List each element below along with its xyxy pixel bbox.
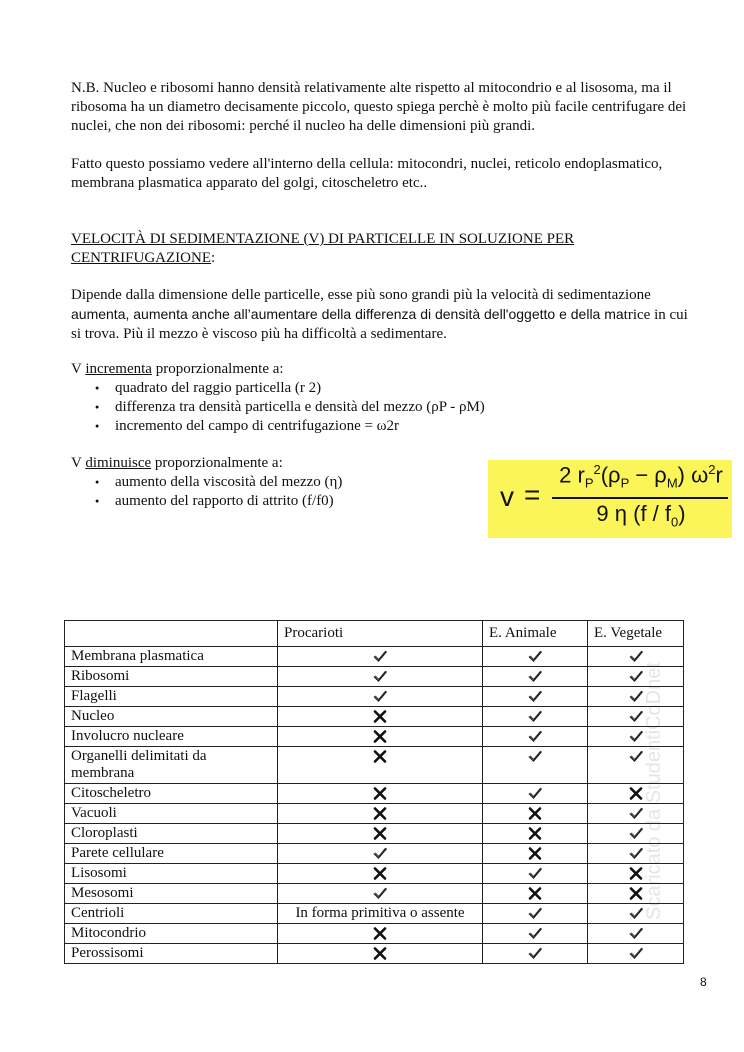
animale-cell bbox=[483, 687, 588, 707]
cross-icon bbox=[372, 866, 388, 881]
animale-cell bbox=[483, 904, 588, 924]
animale-cell bbox=[483, 647, 588, 667]
procarioti-cell bbox=[278, 784, 483, 804]
check-icon bbox=[628, 669, 644, 684]
table-row bbox=[65, 904, 684, 924]
check-icon bbox=[372, 689, 388, 704]
formula-v: v bbox=[500, 481, 514, 512]
increment-item: ● quadrato del raggio particella (r 2) bbox=[95, 379, 485, 398]
procarioti-cell bbox=[278, 707, 483, 727]
table-row bbox=[65, 824, 684, 844]
table-row bbox=[65, 944, 684, 964]
procarioti-cell bbox=[278, 824, 483, 844]
cross-icon bbox=[372, 729, 388, 744]
row-label: Perossisomi bbox=[65, 944, 278, 964]
check-icon bbox=[527, 709, 543, 724]
vegetale-cell bbox=[588, 864, 684, 884]
table-row bbox=[65, 727, 684, 747]
animale-cell bbox=[483, 824, 588, 844]
table-row bbox=[65, 864, 684, 884]
table-row bbox=[65, 707, 684, 727]
check-icon bbox=[628, 749, 644, 764]
cross-icon bbox=[628, 786, 644, 801]
table-row bbox=[65, 844, 684, 864]
sed-text-3: trice in cui si trova. Più il mezzo è viscoso più ha difficoltà a sedimentare. bbox=[71, 307, 688, 342]
formula-denominator: 9 η $(f / f_0)$ bbox=[596, 501, 686, 530]
cross-icon bbox=[527, 826, 543, 841]
cross-icon bbox=[527, 846, 543, 861]
cross-icon bbox=[527, 806, 543, 821]
table-header-row bbox=[65, 621, 684, 647]
check-icon bbox=[628, 729, 644, 744]
vegetale-cell bbox=[588, 844, 684, 864]
cross-icon bbox=[372, 946, 388, 961]
row-label: Nucleo bbox=[65, 707, 278, 727]
procarioti-cell bbox=[278, 924, 483, 944]
table-row bbox=[65, 804, 684, 824]
vegetale-cell bbox=[588, 824, 684, 844]
table-row bbox=[65, 687, 684, 707]
sed-text-1: Dipende dalla dimensione delle particelle, esse più sono grandi più la velocità di sedimentazione bbox=[71, 287, 651, 303]
check-icon bbox=[628, 906, 644, 921]
procarioti-cell bbox=[278, 804, 483, 824]
section-heading-suffix: : bbox=[211, 250, 216, 266]
watermark-text: Scaricato da StudentiCoDnet bbox=[643, 662, 665, 920]
sedimentation-paragraph bbox=[71, 286, 701, 344]
row-label: Centrioli bbox=[65, 904, 278, 924]
check-icon bbox=[628, 926, 644, 941]
animale-cell bbox=[483, 864, 588, 884]
check-icon bbox=[372, 649, 388, 664]
check-icon bbox=[527, 926, 543, 941]
vegetale-cell bbox=[588, 747, 684, 784]
check-icon bbox=[628, 806, 644, 821]
vegetale-cell bbox=[588, 784, 684, 804]
section-heading bbox=[71, 230, 671, 268]
increment-item: ● incremento del campo di centrifugazione = ω2r bbox=[95, 417, 485, 436]
vegetale-cell bbox=[588, 904, 684, 924]
vegetale-cell bbox=[588, 687, 684, 707]
table-row bbox=[65, 667, 684, 687]
check-icon bbox=[527, 786, 543, 801]
cross-icon bbox=[527, 886, 543, 901]
procarioti-cell bbox=[278, 667, 483, 687]
cross-icon bbox=[372, 709, 388, 724]
check-icon bbox=[527, 906, 543, 921]
check-icon bbox=[527, 866, 543, 881]
check-icon bbox=[527, 729, 543, 744]
row-label: Mesosomi bbox=[65, 884, 278, 904]
vegetale-cell bbox=[588, 667, 684, 687]
procarioti-cell bbox=[278, 747, 483, 784]
formula-numerator: 2 $r_P^2(\rho_P - \rho_M)$ $\omega^2r$ bbox=[559, 462, 723, 491]
decrement-item: ● aumento della viscosità del mezzo (η) bbox=[95, 473, 342, 492]
procarioti-cell bbox=[278, 727, 483, 747]
header-cell: E. Animale bbox=[483, 621, 588, 647]
check-icon bbox=[628, 689, 644, 704]
row-label: Vacuoli bbox=[65, 804, 278, 824]
increment-prefix: V bbox=[71, 361, 86, 377]
animale-cell bbox=[483, 727, 588, 747]
header-cell bbox=[65, 621, 278, 647]
header-cell: E. Vegetale bbox=[588, 621, 684, 647]
increment-list bbox=[95, 379, 485, 436]
nb-paragraph-text: N.B. Nucleo e ribosomi hanno densità relativamente alte rispetto al mitocondrio e al lisosoma, ma il ribosoma ha un diametro decisamente piccolo, questo spiega perchè è molto più facile centrifugare dei nuclei, che non dei ribosomi: perché il nucleo ha delle dimensioni più grandi. bbox=[71, 80, 687, 134]
cross-icon bbox=[372, 786, 388, 801]
row-label: Flagelli bbox=[65, 687, 278, 707]
check-icon bbox=[628, 826, 644, 841]
cross-icon bbox=[372, 926, 388, 941]
vegetale-cell bbox=[588, 804, 684, 824]
header-cell: Procarioti bbox=[278, 621, 483, 647]
decrement-prefix: V bbox=[71, 455, 86, 471]
row-label: Cloroplasti bbox=[65, 824, 278, 844]
table-row bbox=[65, 647, 684, 667]
page-number: 8 bbox=[700, 975, 707, 989]
cross-icon bbox=[372, 749, 388, 764]
increment-word: incrementa bbox=[85, 361, 152, 377]
vegetale-cell bbox=[588, 924, 684, 944]
animale-cell bbox=[483, 884, 588, 904]
row-label: Citoscheletro bbox=[65, 784, 278, 804]
procarioti-cell bbox=[278, 844, 483, 864]
animale-cell bbox=[483, 844, 588, 864]
row-label: Membrana plasmatica bbox=[65, 647, 278, 667]
animale-cell bbox=[483, 707, 588, 727]
check-icon bbox=[628, 846, 644, 861]
cross-icon bbox=[628, 886, 644, 901]
table-row bbox=[65, 747, 684, 784]
procarioti-cell bbox=[278, 647, 483, 667]
row-label: Lisosomi bbox=[65, 864, 278, 884]
check-icon bbox=[372, 846, 388, 861]
animale-cell bbox=[483, 924, 588, 944]
animale-cell bbox=[483, 784, 588, 804]
check-icon bbox=[628, 709, 644, 724]
formula-equals: = bbox=[524, 479, 541, 510]
organelle-table bbox=[64, 620, 684, 964]
check-icon bbox=[527, 946, 543, 961]
cell-paragraph-text: Fatto questo possiamo vedere all'interno della cellula: mitocondri, nuclei, reticolo endoplasmatico, membrana plasmatica apparato del golgi, citoscheletro etc.. bbox=[71, 156, 663, 191]
animale-cell bbox=[483, 944, 588, 964]
decrement-item: ● aumento del rapporto di attrito (f/f0) bbox=[95, 492, 342, 511]
animale-cell bbox=[483, 747, 588, 784]
animale-cell bbox=[483, 667, 588, 687]
check-icon bbox=[527, 689, 543, 704]
procarioti-cell bbox=[278, 944, 483, 964]
cross-icon bbox=[628, 866, 644, 881]
cross-icon bbox=[372, 806, 388, 821]
section-heading-text: VELOCITÀ DI SEDIMENTAZIONE (V) DI PARTICELLE IN SOLUZIONE PER CENTRIFUGAZIONE bbox=[71, 231, 575, 266]
vegetale-cell bbox=[588, 707, 684, 727]
procarioti-cell bbox=[278, 884, 483, 904]
check-icon bbox=[527, 749, 543, 764]
nb-paragraph bbox=[71, 79, 711, 136]
row-label: Mitocondrio bbox=[65, 924, 278, 944]
table-row bbox=[65, 784, 684, 804]
procarioti-cell bbox=[278, 687, 483, 707]
row-label: Organelli delimitati da membrana bbox=[65, 747, 278, 784]
table-body bbox=[65, 647, 684, 964]
procarioti-cell: In forma primitiva o assente bbox=[278, 904, 483, 924]
row-label: Ribosomi bbox=[65, 667, 278, 687]
procarioti-cell bbox=[278, 864, 483, 884]
decrement-word: diminuisce bbox=[85, 455, 152, 471]
check-icon bbox=[527, 649, 543, 664]
cell-paragraph bbox=[71, 155, 711, 193]
decrement-suffix: proporzionalmente a: bbox=[151, 455, 283, 471]
check-icon bbox=[628, 946, 644, 961]
table-row bbox=[65, 924, 684, 944]
decrement-list bbox=[95, 473, 342, 511]
vegetale-cell bbox=[588, 727, 684, 747]
sed-text-2: aumenta, aumenta anche all’aumentare della differenza di densità dell'oggetto e della ma bbox=[71, 306, 624, 322]
check-icon bbox=[628, 649, 644, 664]
table-row bbox=[65, 884, 684, 904]
animale-cell bbox=[483, 804, 588, 824]
vegetale-cell bbox=[588, 944, 684, 964]
row-label: Parete cellulare bbox=[65, 844, 278, 864]
increment-intro bbox=[71, 360, 711, 379]
increment-suffix: proporzionalmente a: bbox=[151, 361, 284, 377]
vegetale-cell bbox=[588, 884, 684, 904]
cross-icon bbox=[372, 826, 388, 841]
check-icon bbox=[527, 669, 543, 684]
increment-item: ● differenza tra densità particella e densità del mezzo (ρP - ρM) bbox=[95, 398, 485, 417]
check-icon bbox=[372, 886, 388, 901]
row-label: Involucro nucleare bbox=[65, 727, 278, 747]
check-icon bbox=[372, 669, 388, 684]
vegetale-cell bbox=[588, 647, 684, 667]
